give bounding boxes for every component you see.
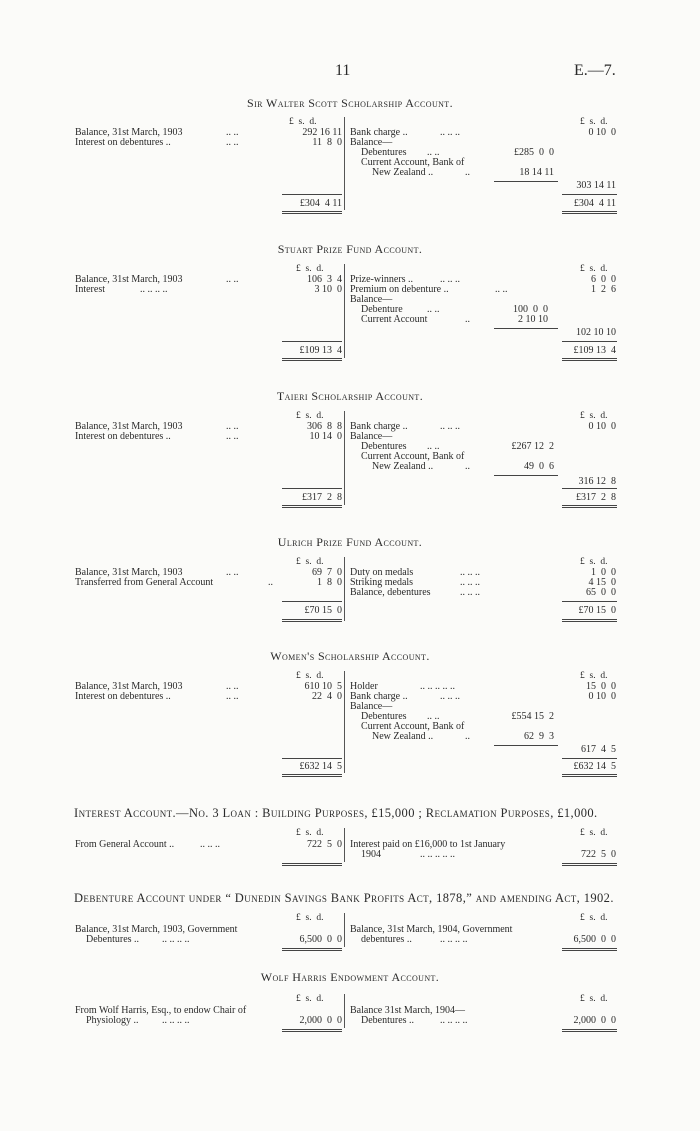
total-rule bbox=[282, 758, 342, 759]
double-rule bbox=[562, 863, 617, 866]
ledger-leader: .. .. .. bbox=[460, 577, 480, 588]
ledger-leader: .. bbox=[465, 167, 470, 178]
double-rule bbox=[562, 211, 617, 214]
ledger-label: Holder bbox=[350, 681, 378, 692]
ledger-leader: .. .. .. bbox=[440, 691, 460, 702]
ledger-amount: 1 8 0 bbox=[317, 577, 342, 588]
ledger-leader: .. .. bbox=[427, 304, 440, 315]
total-rule bbox=[562, 194, 617, 195]
page-reference: E.—7. bbox=[574, 62, 616, 79]
ledger-label: Physiology .. bbox=[86, 1015, 139, 1026]
subtotal-rule bbox=[494, 475, 558, 476]
ledger-label: Striking medals bbox=[350, 577, 414, 588]
page-number: 11 bbox=[335, 62, 351, 79]
left-total: £109 13 4 bbox=[299, 345, 342, 356]
left-total: £70 15 0 bbox=[304, 605, 342, 616]
ledger-label: Transferred from General Account bbox=[75, 577, 214, 588]
account-title: Stuart Prize Fund Account. bbox=[277, 242, 423, 256]
balance-total: 617 4 5 bbox=[581, 744, 616, 755]
ledger-label: Debentures bbox=[361, 147, 407, 158]
ledger-amount: 6 0 0 bbox=[591, 274, 616, 285]
ledger-label: Balance, 31st March, 1903 bbox=[75, 274, 183, 285]
currency-header-right: £ s. d. bbox=[580, 671, 608, 681]
column-divider bbox=[344, 994, 345, 1028]
column-divider bbox=[344, 117, 345, 210]
ledger-label: Interest on debentures .. bbox=[75, 137, 171, 148]
column-divider bbox=[344, 913, 345, 947]
double-rule bbox=[562, 619, 617, 622]
ledger-amount: 11 8 0 bbox=[312, 137, 342, 148]
currency-header-right: £ s. d. bbox=[580, 994, 608, 1004]
ledger-label: Balance, 31st March, 1903 bbox=[75, 567, 183, 578]
ledger-subamount: 2 10 10 bbox=[518, 314, 548, 325]
double-rule bbox=[282, 211, 342, 214]
ledger-label: Debentures bbox=[361, 441, 407, 452]
ledger-label: From Wolf Harris, Esq., to endow Chair of bbox=[75, 1005, 247, 1016]
column-divider bbox=[344, 411, 345, 505]
account-title: Sir Walter Scott Scholarship Account. bbox=[247, 96, 453, 110]
account-title: Interest Account.—No. 3 Loan : Building Purposes, £15,000 ; Reclamation Purposes, £1,000. bbox=[74, 806, 598, 820]
ledger-amount: 6,500 0 0 bbox=[573, 934, 616, 945]
currency-header-left: £ s. d. bbox=[296, 671, 324, 681]
total-rule bbox=[562, 488, 617, 489]
total-rule bbox=[282, 194, 342, 195]
double-rule bbox=[562, 358, 617, 361]
ledger-amount: 722 5 0 bbox=[307, 839, 342, 850]
ledger-subamount: 49 0 6 bbox=[524, 461, 554, 472]
ledger-amount: 22 4 0 bbox=[312, 691, 342, 702]
ledger-leader: .. .. .. .. bbox=[440, 934, 468, 945]
ledger-subamount: £554 15 2 bbox=[511, 711, 554, 722]
ledger-label: Interest paid on £16,000 to 1st January bbox=[350, 839, 506, 850]
balance-total: 303 14 11 bbox=[576, 180, 616, 191]
column-divider bbox=[344, 671, 345, 773]
ledger-label: Balance, 31st March, 1903 bbox=[75, 681, 183, 692]
subtotal-rule bbox=[494, 745, 558, 746]
currency-header-right: £ s. d. bbox=[580, 264, 608, 274]
currency-header-right: £ s. d. bbox=[580, 411, 608, 421]
currency-header-left: £ s. d. bbox=[296, 994, 324, 1004]
total-rule bbox=[562, 758, 617, 759]
ledger-leader: .. .. bbox=[427, 147, 440, 158]
ledger-leader: .. bbox=[465, 314, 470, 325]
ledger-label: 1904 bbox=[361, 849, 381, 860]
ledger-label: Balance, 31st March, 1903, Government bbox=[75, 924, 238, 935]
balance-total: 316 12 8 bbox=[578, 476, 616, 487]
ledger-label: Balance, debentures bbox=[350, 587, 431, 598]
ledger-label: Interest on debentures .. bbox=[75, 691, 171, 702]
ledger-leader: .. .. .. .. .. bbox=[420, 849, 455, 860]
double-rule bbox=[562, 774, 617, 777]
double-rule bbox=[562, 948, 617, 951]
ledger-leader: .. .. bbox=[226, 421, 239, 432]
ledger-amount: 4 15 0 bbox=[588, 577, 616, 588]
double-rule bbox=[282, 863, 342, 866]
ledger-subamount: 18 14 11 bbox=[519, 167, 554, 178]
ledger-subamount: 62 9 3 bbox=[524, 731, 554, 742]
right-total: £632 14 5 bbox=[573, 761, 616, 772]
total-rule bbox=[282, 601, 342, 602]
ledger-leader: .. .. bbox=[226, 137, 239, 148]
ledger-label: Balance— bbox=[350, 431, 393, 442]
currency-header-right: £ s. d. bbox=[580, 117, 608, 127]
ledger-leader: .. .. .. bbox=[460, 567, 480, 578]
ledger-label: Debentures .. bbox=[361, 1015, 415, 1026]
double-rule bbox=[282, 505, 342, 508]
ledger-label: Balance 31st March, 1904— bbox=[350, 1005, 465, 1016]
ledger-amount: 0 10 0 bbox=[588, 691, 616, 702]
subtotal-rule bbox=[494, 181, 558, 182]
ledger-subamount: 100 0 0 bbox=[513, 304, 548, 315]
ledger-amount: 69 7 0 bbox=[312, 567, 342, 578]
ledger-label: Bank charge .. bbox=[350, 421, 408, 432]
ledger-label: Debentures bbox=[361, 711, 407, 722]
ledger-leader: .. .. bbox=[427, 441, 440, 452]
total-rule bbox=[282, 488, 342, 489]
ledger-leader: .. .. bbox=[226, 681, 239, 692]
ledger-label: Prize-winners .. bbox=[350, 274, 414, 285]
ledger-leader: .. .. bbox=[226, 691, 239, 702]
currency-header-left: £ s. d. bbox=[296, 828, 324, 838]
ledger-label: Bank charge .. bbox=[350, 691, 408, 702]
ledger-amount: 0 10 0 bbox=[588, 421, 616, 432]
ledger-amount: 15 0 0 bbox=[586, 681, 616, 692]
ledger-leader: .. .. .. .. .. bbox=[420, 681, 455, 692]
double-rule bbox=[562, 505, 617, 508]
ledger-amount: 292 16 11 bbox=[302, 127, 342, 138]
left-total: £304 4 11 bbox=[299, 198, 342, 209]
ledger-label: debentures .. bbox=[361, 934, 412, 945]
total-rule bbox=[562, 601, 617, 602]
ledger-leader: .. .. .. bbox=[460, 587, 480, 598]
ledger-label: Balance, 31st March, 1904, Government bbox=[350, 924, 513, 935]
double-rule bbox=[282, 358, 342, 361]
ledger-leader: .. .. bbox=[495, 284, 508, 295]
ledger-leader: .. bbox=[465, 731, 470, 742]
ledger-leader: .. .. bbox=[226, 127, 239, 138]
account-title: Wolf Harris Endowment Account. bbox=[260, 970, 440, 984]
column-divider bbox=[344, 557, 345, 621]
currency-header-right: £ s. d. bbox=[580, 828, 608, 838]
account-title: Ulrich Prize Fund Account. bbox=[277, 535, 423, 549]
right-total: £317 2 8 bbox=[576, 492, 616, 503]
ledger-amount: 106 3 4 bbox=[307, 274, 342, 285]
ledger-label: Balance, 31st March, 1903 bbox=[75, 421, 183, 432]
left-total: £317 2 8 bbox=[302, 492, 342, 503]
ledger-label: New Zealand .. bbox=[372, 167, 434, 178]
ledger-amount: 65 0 0 bbox=[586, 587, 616, 598]
total-rule bbox=[562, 341, 617, 342]
ledger-amount: 10 14 0 bbox=[309, 431, 342, 442]
ledger-label: Current Account, Bank of bbox=[361, 721, 465, 732]
ledger-label: Premium on debenture .. bbox=[350, 284, 449, 295]
currency-header-right: £ s. d. bbox=[580, 557, 608, 567]
double-rule bbox=[282, 948, 342, 951]
currency-header-left: £ s. d. bbox=[296, 264, 324, 274]
ledger-amount: 2,000 0 0 bbox=[299, 1015, 342, 1026]
ledger-label: New Zealand .. bbox=[372, 731, 434, 742]
ledger-label: Duty on medals bbox=[350, 567, 414, 578]
ledger-amount: 0 10 0 bbox=[588, 127, 616, 138]
ledger-subamount: £267 12 2 bbox=[511, 441, 554, 452]
column-divider bbox=[344, 264, 345, 358]
ledger-label: From General Account .. bbox=[75, 839, 175, 850]
ledger-label: Debenture bbox=[361, 304, 403, 315]
ledger-amount: 610 10 5 bbox=[304, 681, 342, 692]
double-rule bbox=[562, 1029, 617, 1032]
ledger-amount: 2,000 0 0 bbox=[573, 1015, 616, 1026]
ledger-label: Current Account, Bank of bbox=[361, 157, 465, 168]
ledger-leader: .. .. .. .. bbox=[162, 1015, 190, 1026]
right-total: £70 15 0 bbox=[578, 605, 616, 616]
account-title: Women's Scholarship Account. bbox=[270, 649, 430, 663]
left-total: £632 14 5 bbox=[299, 761, 342, 772]
ledger-leader: .. .. bbox=[226, 274, 239, 285]
right-total: £109 13 4 bbox=[573, 345, 616, 356]
ledger-label: Bank charge .. bbox=[350, 127, 408, 138]
ledger-label: Interest on debentures .. bbox=[75, 431, 171, 442]
double-rule bbox=[282, 774, 342, 777]
ledger-subamount: £285 0 0 bbox=[514, 147, 554, 158]
ledger-label: Balance, 31st March, 1903 bbox=[75, 127, 183, 138]
ledger-label: Interest bbox=[75, 284, 105, 295]
balance-total: 102 10 10 bbox=[576, 327, 616, 338]
right-total: £304 4 11 bbox=[573, 198, 616, 209]
ledger-amount: 1 0 0 bbox=[591, 567, 616, 578]
ledger-label: Balance— bbox=[350, 294, 393, 305]
ledger-amount: 3 10 0 bbox=[314, 284, 342, 295]
currency-header-left: £ s. d. bbox=[296, 557, 324, 567]
subtotal-rule bbox=[494, 328, 558, 329]
ledger-label: Current Account, Bank of bbox=[361, 451, 465, 462]
ledger-leader: .. .. bbox=[226, 431, 239, 442]
ledger-leader: .. .. .. bbox=[440, 421, 460, 432]
ledger-leader: .. .. .. bbox=[200, 839, 220, 850]
ledger-leader: .. bbox=[268, 577, 273, 588]
ledger-leader: .. .. .. .. bbox=[162, 934, 190, 945]
currency-header-left: £ s. d. bbox=[289, 117, 317, 127]
ledger-leader: .. .. .. .. bbox=[440, 1015, 468, 1026]
ledger-amount: 306 8 8 bbox=[307, 421, 342, 432]
ledger-leader: .. .. .. .. bbox=[140, 284, 168, 295]
ledger-amount: 1 2 6 bbox=[591, 284, 616, 295]
ledger-label: Balance— bbox=[350, 701, 393, 712]
column-divider bbox=[344, 828, 345, 862]
ledger-amount: 6,500 0 0 bbox=[299, 934, 342, 945]
total-rule bbox=[282, 341, 342, 342]
account-title: Taieri Scholarship Account. bbox=[276, 389, 424, 403]
currency-header-right: £ s. d. bbox=[580, 913, 608, 923]
ledger-label: Debentures .. bbox=[86, 934, 140, 945]
ledger-leader: .. bbox=[465, 461, 470, 472]
currency-header-left: £ s. d. bbox=[296, 913, 324, 923]
ledger-leader: .. .. .. bbox=[440, 127, 460, 138]
currency-header-left: £ s. d. bbox=[296, 411, 324, 421]
ledger-label: Balance— bbox=[350, 137, 393, 148]
account-title: Debenture Account under “ Dunedin Savings Bank Profits Act, 1878,” and amending Act, 1902. bbox=[74, 891, 614, 905]
ledger-label: New Zealand .. bbox=[372, 461, 434, 472]
double-rule bbox=[282, 1029, 342, 1032]
double-rule bbox=[282, 619, 342, 622]
ledger-amount: 722 5 0 bbox=[581, 849, 616, 860]
ledger-leader: .. .. bbox=[226, 567, 239, 578]
ledger-leader: .. .. .. bbox=[440, 274, 460, 285]
ledger-leader: .. .. bbox=[427, 711, 440, 722]
ledger-label: Current Account bbox=[361, 314, 428, 325]
